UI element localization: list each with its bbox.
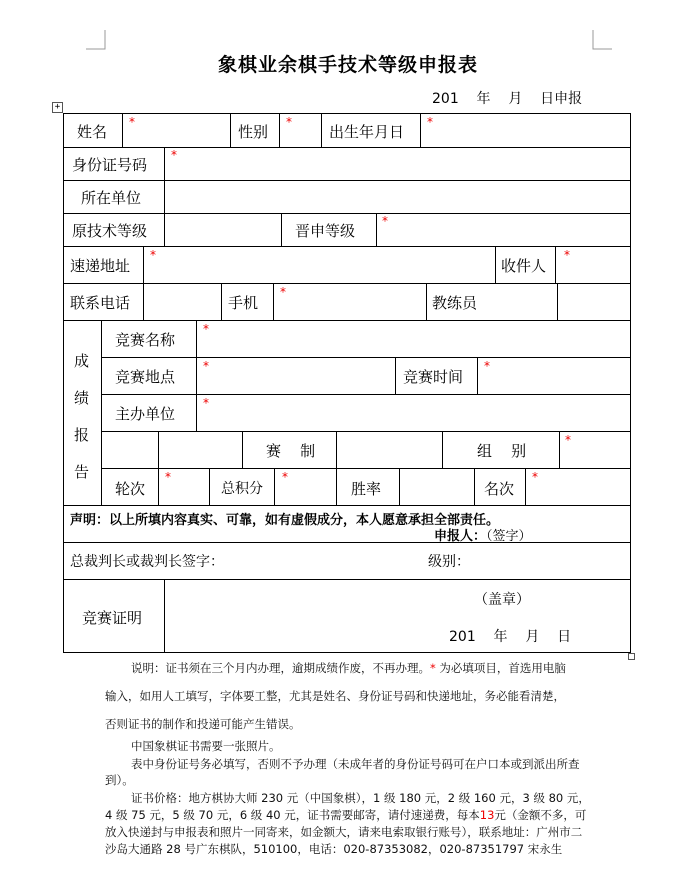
gender-label: 性别 — [238, 123, 269, 141]
system-label: 赛 制 — [266, 442, 316, 460]
certificate-label: 竞赛证明 — [82, 609, 143, 627]
note-line-3: 否则证书的制作和投递可能产生错误。 — [105, 717, 301, 731]
birth-required-mark: * — [427, 115, 433, 129]
match-name-label: 竞赛名称 — [115, 331, 176, 349]
apply-level-label: 晋申等级 — [295, 222, 356, 240]
page-corner-mark-right — [592, 30, 612, 50]
rounds-label: 轮次 — [115, 480, 146, 498]
note-pricing — [105, 790, 591, 858]
results-side-char-3: 报 — [74, 426, 90, 444]
certificate-date: 201 年 月 日 — [449, 629, 572, 645]
declarant-label: 申报人： — [434, 529, 487, 544]
address-required-mark: * — [150, 248, 156, 262]
name-label: 姓名 — [77, 123, 108, 141]
application-form-table — [63, 113, 631, 653]
results-side-char-4: 告 — [74, 463, 90, 481]
notes-block — [105, 660, 591, 858]
results-side-char-2: 绩 — [74, 389, 90, 407]
rounds-required-mark: * — [165, 470, 171, 484]
rank-label: 名次 — [484, 480, 515, 498]
page-corner-mark-left — [86, 30, 106, 50]
match-place-label: 竞赛地点 — [115, 368, 176, 386]
note-pricing-cont: 元（金额不多，可放入快递封与申报表和照片一同寄来，如金额大，请来电索取银行账号），联系地址：广州市二沙岛大通路 28 号广东棋队，510100，电话：020-87353082，020-87351797 宋永生 — [105, 808, 587, 856]
birth-label: 出生年月日 — [329, 123, 405, 141]
table-resize-handle[interactable] — [628, 653, 635, 660]
table-move-handle-icon[interactable]: + — [52, 102, 63, 113]
group-required-mark: * — [565, 433, 571, 447]
name-required-mark: * — [129, 115, 135, 129]
phone-label: 联系电话 — [70, 294, 131, 312]
total-score-required-mark: * — [282, 470, 288, 484]
total-score-label: 总积分 — [221, 481, 263, 497]
declarant-line — [434, 525, 532, 544]
organizer-label: 主办单位 — [115, 405, 176, 423]
organizer-required-mark: * — [203, 396, 209, 410]
seal-label: （盖章） — [474, 592, 530, 608]
declaration-text: 声明：以上所填内容真实、可靠，如有虚假成分，本人愿意承担全部责任。 — [70, 513, 500, 528]
note-pricing-text: 证书价格：地方棋协大师 230 元（中国象棋），1 级 180 元，2 级 160 元，3 级 80 元，4 级 75 元，5 级 70 元，6 级 40 元，证书需要邮寄，请付速递费，每本 — [105, 791, 590, 822]
note-required-mark: * — [430, 661, 436, 675]
note-id-required: 表中身份证号务必填写，否则不予办理（未成年者的身份证号码可在户口本或到派出所查到）。 — [105, 757, 580, 787]
note-photo: 中国象棋证书需要一张照片。 — [131, 739, 281, 753]
match-time-label: 竞赛时间 — [403, 368, 464, 386]
coach-label: 教练员 — [432, 294, 478, 312]
orig-level-label: 原技术等级 — [72, 222, 148, 240]
rank-required-mark: * — [532, 470, 538, 484]
page-title: 象棋业余棋手技术等级申报表 — [217, 54, 478, 76]
address-label: 速递地址 — [70, 257, 131, 275]
receiver-required-mark: * — [564, 248, 570, 262]
match-time-required-mark: * — [484, 359, 490, 373]
note-fee-amount: 13 — [479, 808, 495, 822]
win-rate-label: 胜率 — [351, 480, 382, 498]
id-number-label: 身份证号码 — [72, 156, 148, 174]
mobile-label: 手机 — [228, 294, 259, 312]
gender-required-mark: * — [286, 115, 292, 129]
group-label: 组 别 — [477, 442, 527, 460]
referee-level-label: 级别： — [428, 554, 470, 570]
referee-sign-label: 总裁判长或裁判长签字： — [70, 554, 224, 570]
unit-label: 所在单位 — [81, 189, 142, 207]
match-place-required-mark: * — [203, 359, 209, 373]
declarant-sign-hint: （签字） — [486, 529, 532, 544]
results-side-char-1: 成 — [74, 352, 90, 370]
match-name-required-mark: * — [203, 322, 209, 336]
apply-level-required-mark: * — [382, 214, 388, 228]
id-number-required-mark: * — [171, 148, 177, 162]
note-line-2: 输入，如用人工填写，字体要工整，尤其是姓名、身份证号码和快递地址，务必能看清楚， — [105, 689, 565, 703]
note-1-cont: 为必填项目，首选用电脑 — [439, 661, 566, 675]
note-1-text: 说明：证书须在三个月内办理，逾期成绩作废，不再办理。 — [131, 661, 430, 675]
mobile-required-mark: * — [280, 285, 286, 299]
application-date: 201 年 月 日申报 — [432, 91, 583, 107]
receiver-label: 收件人 — [501, 257, 547, 275]
note-line-1 — [105, 660, 591, 676]
